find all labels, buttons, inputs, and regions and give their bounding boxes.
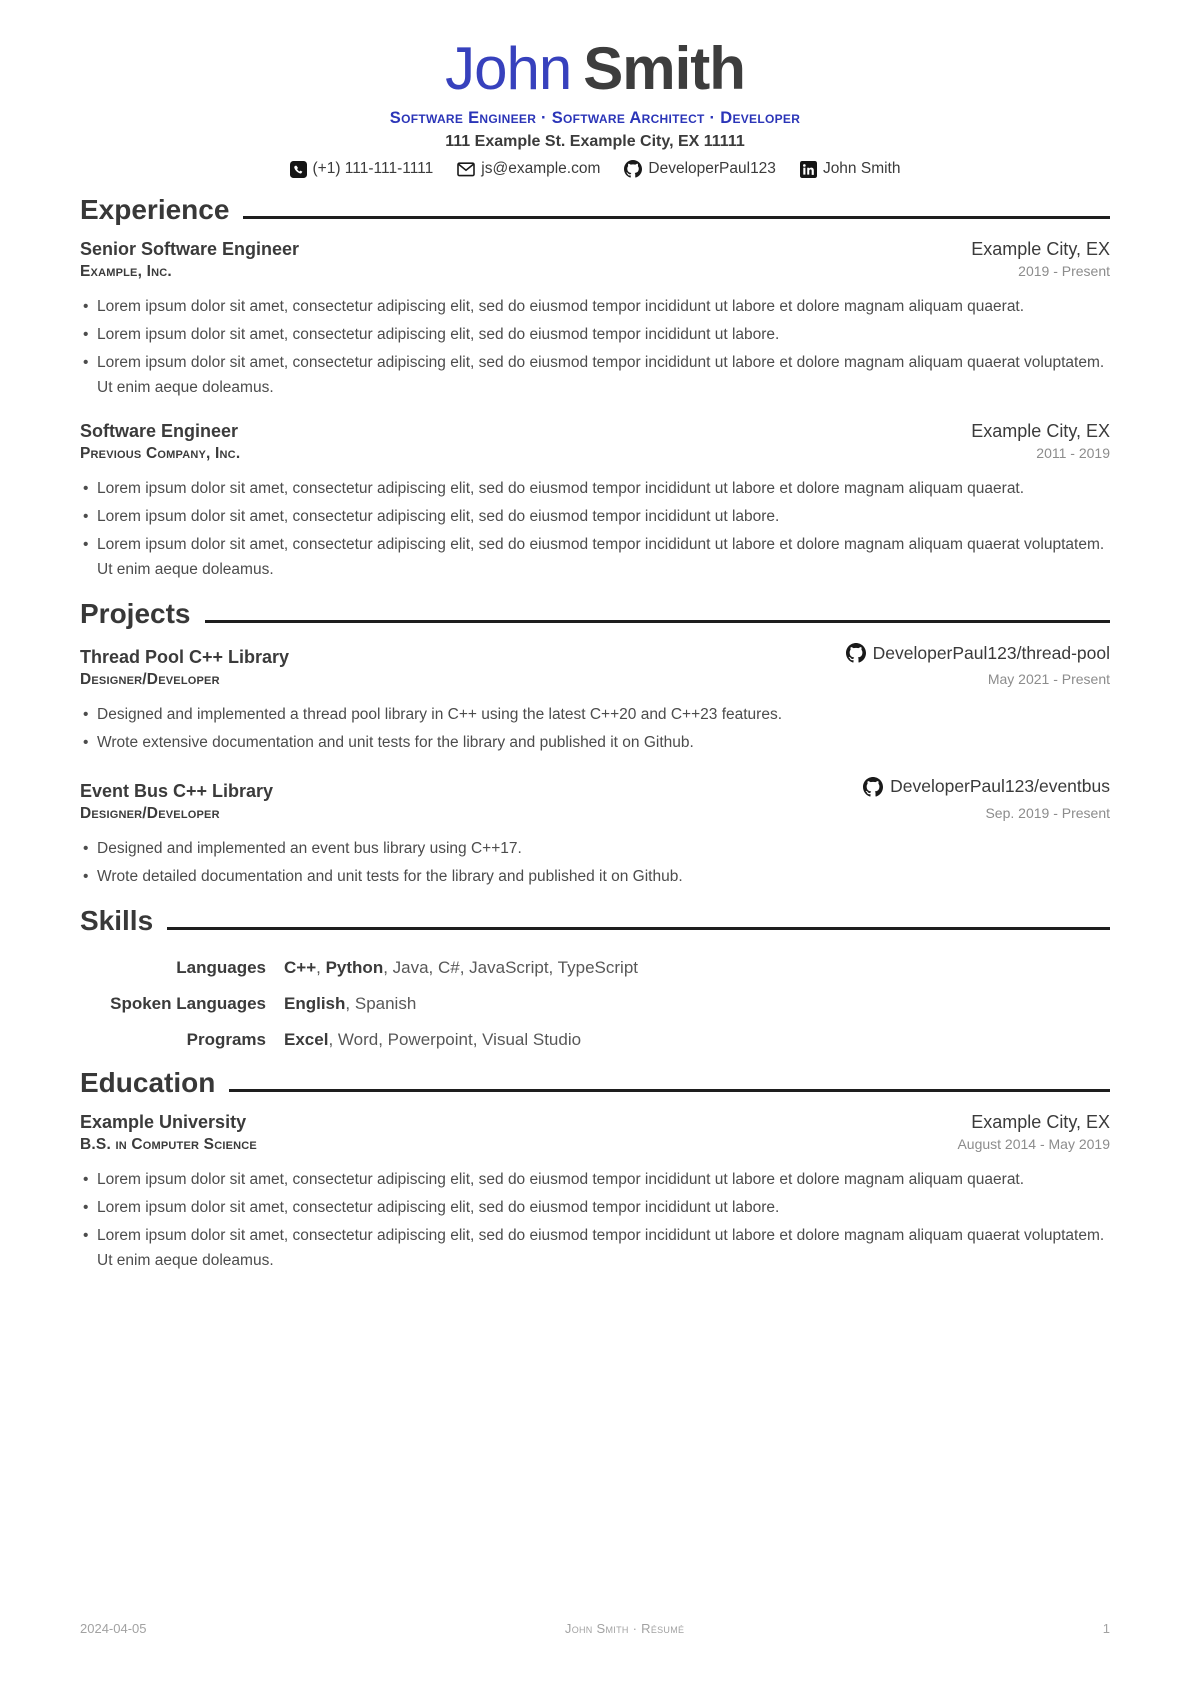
skill-separator: ,: [316, 957, 326, 977]
linkedin-text: John Smith: [822, 160, 901, 178]
job-location: Example City, EX: [971, 238, 1110, 259]
skill-highlight: Excel: [284, 1029, 329, 1049]
job-location: Example City, EX: [971, 420, 1110, 441]
entry-sub-row: [80, 1136, 1110, 1154]
section-education: [80, 1068, 1110, 1273]
last-name: Smith: [583, 35, 745, 102]
project-name: Thread Pool C++ Library: [80, 647, 290, 668]
skill-values: [284, 993, 1110, 1015]
footer-page-number: 1: [1102, 1621, 1110, 1636]
skill-values: [284, 1029, 1110, 1051]
github-link[interactable]: [624, 160, 776, 178]
company-name: Previous Company, Inc.: [80, 444, 241, 462]
phone-icon: [290, 161, 307, 178]
section-title: Education: [80, 1066, 216, 1098]
education-dates: August 2014 - May 2019: [957, 1135, 1110, 1152]
entry-title-row: [80, 239, 1110, 260]
entry-sub-row: [80, 805, 1110, 823]
section-title: Projects: [80, 597, 191, 629]
bullet-item: • Lorem ipsum dolor sit amet, consectetur adipiscing elit, sed do eiusmod tempor incididunt ut labore.: [80, 1195, 1110, 1220]
heading-rule: [205, 620, 1111, 623]
project-dates: Sep. 2019 - Present: [985, 804, 1110, 821]
project-name: Event Bus C++ Library: [80, 780, 274, 801]
bullet-list: [80, 702, 1110, 755]
skill-label: Programs: [186, 1029, 266, 1049]
bullet-item: • Lorem ipsum dolor sit amet, consectetur adipiscing elit, sed do eiusmod tempor incididunt ut labore et dolore magnam aliquam quaerat.: [80, 476, 1110, 501]
bullet-item: • Lorem ipsum dolor sit amet, consectetur adipiscing elit, sed do eiusmod tempor incididunt ut labore et dolore magnam aliquam quaerat voluptatem. Ut enim aeque doleamus.: [80, 350, 1110, 400]
bullet-list: [80, 294, 1110, 400]
experience-entry: [80, 421, 1110, 582]
entry-title-row: [80, 776, 1110, 802]
skill-row: [80, 1029, 1110, 1051]
bullet-list: [80, 476, 1110, 582]
school-name: Example University: [80, 1111, 247, 1132]
entry-sub-row: [80, 263, 1110, 281]
project-entry: [80, 643, 1110, 756]
skill-highlight: Python: [325, 957, 384, 977]
bullet-item: • Lorem ipsum dolor sit amet, consectetur adipiscing elit, sed do eiusmod tempor incididunt ut labore et dolore magnam aliquam quaerat.: [80, 1167, 1110, 1192]
section-projects: [80, 599, 1110, 889]
job-title: Senior Software Engineer: [80, 238, 300, 259]
bullet-list: [80, 1167, 1110, 1273]
bullet-item: • Designed and implemented an event bus library using C++17.: [80, 836, 1110, 861]
address-line: 111 Example St. Example City, EX 11111: [445, 133, 745, 151]
person-name: [80, 35, 1110, 102]
skill-highlight: C++: [284, 957, 317, 977]
heading-rule: [167, 927, 1110, 930]
section-title: Skills: [80, 904, 154, 936]
entry-title-row: [80, 421, 1110, 442]
github-text: DeveloperPaul123: [648, 160, 776, 178]
bullet-item: • Lorem ipsum dolor sit amet, consectetur adipiscing elit, sed do eiusmod tempor incididunt ut labore et dolore magnam aliquam quaerat voluptatem. Ut enim aeque doleamus.: [80, 532, 1110, 582]
job-title: Software Engineer: [80, 420, 239, 441]
skill-highlight: English: [284, 993, 346, 1013]
entry-sub-row: [80, 445, 1110, 463]
entry-title-row: [80, 643, 1110, 669]
first-name: John: [445, 35, 572, 102]
bullet-item: • Lorem ipsum dolor sit amet, consectetur adipiscing elit, sed do eiusmod tempor incididunt ut labore.: [80, 322, 1110, 347]
skill-rest: , Java, C#, JavaScript, TypeScript: [383, 957, 638, 977]
skill-label: Spoken Languages: [110, 993, 266, 1013]
bullet-list: [80, 836, 1110, 889]
contact-row: [80, 160, 1110, 178]
tagline: Software Engineer · Software Architect · Developer: [389, 109, 801, 128]
github-icon: [863, 777, 883, 797]
github-icon: [624, 160, 642, 178]
project-role: Designer/Developer: [80, 804, 220, 822]
email-text: js@example.com: [481, 160, 601, 178]
school-location: Example City, EX: [971, 1111, 1110, 1132]
section-title: Experience: [80, 194, 230, 226]
project-role: Designer/Developer: [80, 671, 220, 689]
skill-rest: , Spanish: [345, 993, 417, 1013]
footer-date: 2024-04-05: [80, 1621, 147, 1636]
phone-text: (+1) 111-111-1111: [312, 160, 434, 178]
skill-values: [284, 957, 1110, 979]
education-heading: [80, 1068, 1110, 1099]
section-experience: [80, 195, 1110, 582]
project-repo-link[interactable]: [863, 776, 1110, 797]
entry-sub-row: [80, 671, 1110, 689]
repo-text: DeveloperPaul123/thread-pool: [872, 642, 1110, 663]
repo-text: DeveloperPaul123/eventbus: [890, 776, 1110, 797]
skill-label: Languages: [176, 957, 266, 977]
skill-row: [80, 993, 1110, 1015]
email-icon: [457, 162, 475, 177]
page-footer: [80, 1621, 1110, 1636]
phone-link[interactable]: [290, 160, 434, 178]
skills-heading: [80, 906, 1110, 937]
bullet-item: • Designed and implemented a thread pool library in C++ using the latest C++20 and C++23 features.: [80, 702, 1110, 727]
heading-rule: [243, 216, 1110, 219]
projects-heading: [80, 599, 1110, 630]
project-entry: [80, 776, 1110, 889]
project-dates: May 2021 - Present: [987, 671, 1110, 688]
heading-rule: [229, 1089, 1110, 1092]
bullet-item: • Lorem ipsum dolor sit amet, consectetur adipiscing elit, sed do eiusmod tempor incididunt ut labore et dolore magnam aliquam quaerat voluptatem. Ut enim aeque doleamus.: [80, 1223, 1110, 1273]
bullet-item: • Lorem ipsum dolor sit amet, consectetur adipiscing elit, sed do eiusmod tempor incididunt ut labore.: [80, 504, 1110, 529]
project-repo-link[interactable]: [846, 643, 1110, 664]
linkedin-icon: [800, 161, 817, 178]
degree: B.S. in Computer Science: [80, 1135, 257, 1153]
bullet-item: • Wrote detailed documentation and unit tests for the library and published it on Github.: [80, 864, 1110, 889]
job-dates: 2011 - 2019: [1036, 444, 1110, 461]
job-dates: 2019 - Present: [1018, 262, 1110, 279]
bullet-item: • Wrote extensive documentation and unit tests for the library and published it on Github.: [80, 730, 1110, 755]
footer-title: John Smith · Résumé: [564, 1621, 685, 1636]
skills-table: [80, 957, 1110, 1051]
bullet-item: • Lorem ipsum dolor sit amet, consectetur adipiscing elit, sed do eiusmod tempor incididunt ut labore et dolore magnam aliquam quaerat.: [80, 294, 1110, 319]
github-icon: [846, 643, 866, 663]
education-entry: [80, 1112, 1110, 1273]
company-name: Example, Inc.: [80, 262, 172, 280]
section-skills: [80, 906, 1110, 1051]
experience-entry: [80, 239, 1110, 400]
skill-row: [80, 957, 1110, 979]
linkedin-link[interactable]: [800, 160, 901, 178]
email-link[interactable]: [457, 160, 600, 178]
experience-heading: [80, 195, 1110, 226]
entry-title-row: [80, 1112, 1110, 1133]
skill-rest: , Word, Powerpoint, Visual Studio: [328, 1029, 582, 1049]
